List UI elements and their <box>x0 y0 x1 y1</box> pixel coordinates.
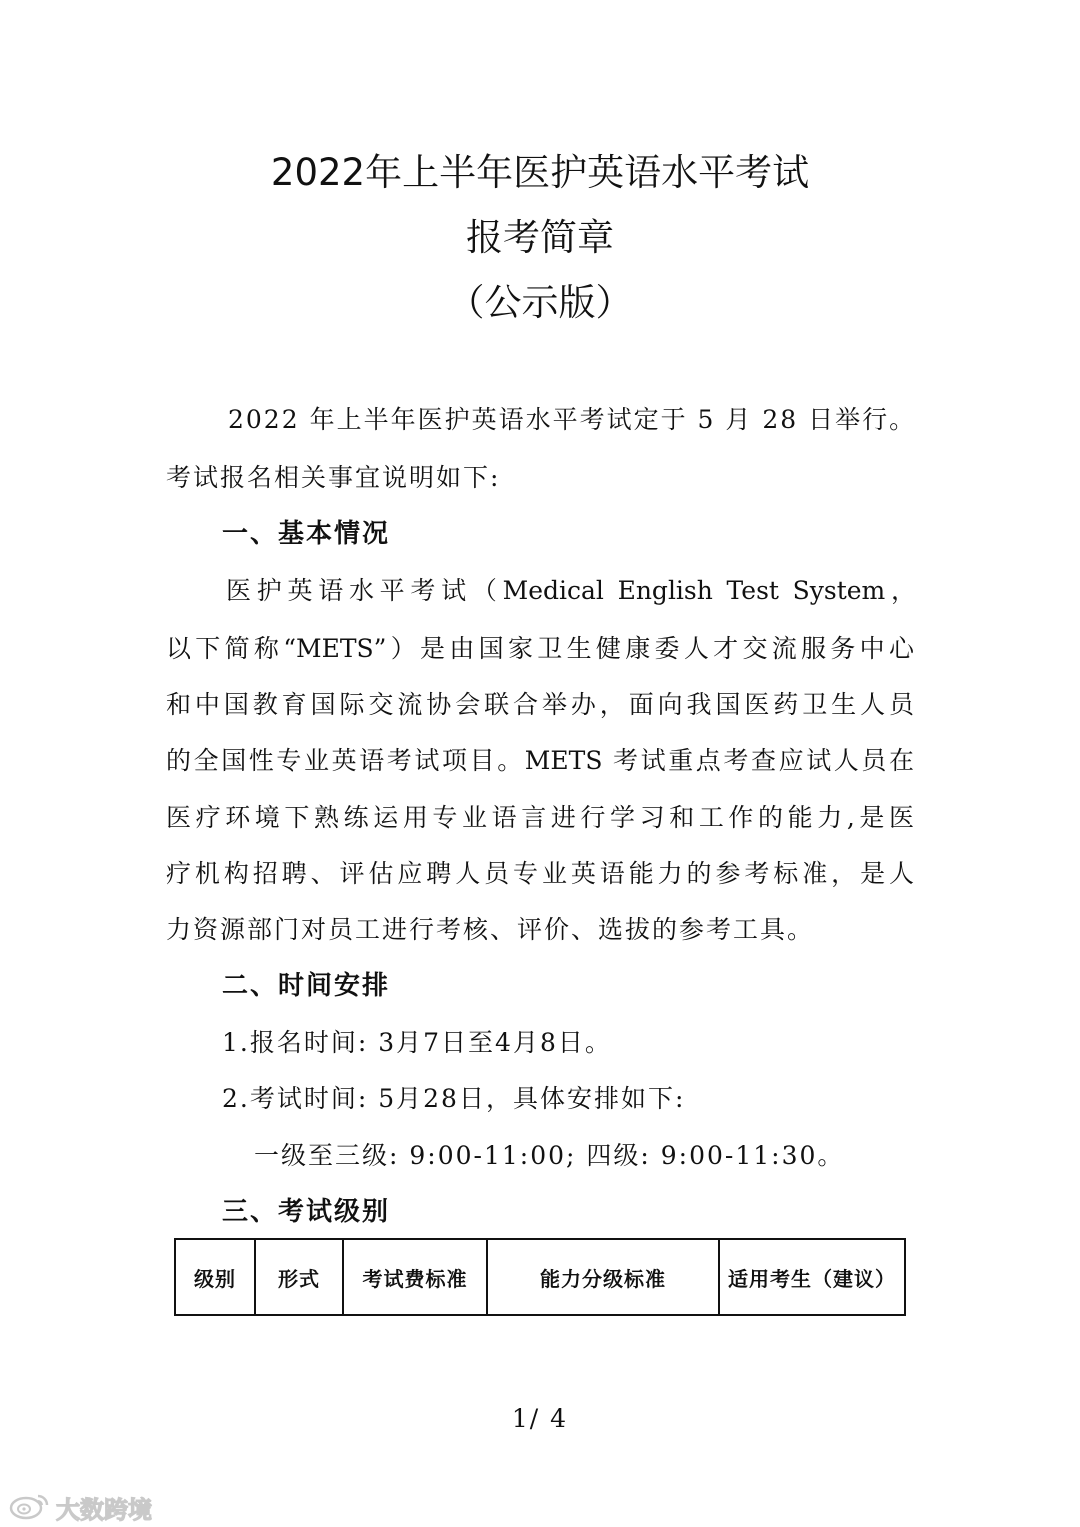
section-heading-basic-info: 一、基本情况 <box>222 519 391 549</box>
table-header-cell: 形式 <box>255 1239 343 1315</box>
table-header-cell: 能力分级标准 <box>487 1239 719 1315</box>
exam-schedule-detail: 一级至三级: 9:00-11:00; 四级: 9:00-11:30。 <box>254 1141 845 1170</box>
paragraph-line: 的全国性专业英语考试项目。METS 考试重点考查应试人员在 <box>166 746 914 775</box>
page-number: 1/ 4 <box>511 1404 569 1433</box>
document-title: 2022年上半年医护英语水平考试 <box>270 151 810 194</box>
table-header-cell: 级别 <box>175 1239 255 1315</box>
section-heading-schedule: 二、时间安排 <box>222 971 391 1001</box>
paragraph-line: 和中国教育国际交流协会联合举办，面向我国医药卫生人员 <box>166 690 914 719</box>
paragraph-line: 以下简称“METS”）是由国家卫生健康委人才交流服务中心 <box>166 634 914 663</box>
table-header-row <box>175 1239 905 1315</box>
watermark <box>8 1490 152 1525</box>
intro-line-2: 考试报名相关事宜说明如下: <box>166 463 501 492</box>
paragraph-line: 医疗环境下熟练运用专业语言进行学习和工作的能力,是医 <box>166 803 914 832</box>
table-header-cell: 适用考生（建议） <box>719 1239 905 1315</box>
paragraph-line: 力资源部门对员工进行考核、评价、选拔的参考工具。 <box>166 915 815 944</box>
registration-time: 1.报名时间: 3月7日至4月8日。 <box>222 1028 612 1057</box>
table-header-cell: 考试费标准 <box>343 1239 487 1315</box>
exam-time: 2.考试时间: 5月28日，具体安排如下: <box>222 1084 686 1113</box>
document-subtitle: 报考简章 <box>466 216 614 259</box>
paragraph-line: 医护英语水平考试（Medical English Test System， <box>226 576 916 605</box>
intro-line-1: 2022 年上半年医护英语水平考试定于 5 月 28 日举行。 <box>228 405 917 434</box>
document-version-label: （公示版） <box>447 281 633 324</box>
exam-levels-table <box>174 1238 906 1316</box>
watermark-text: 大数跨境 <box>56 1496 152 1524</box>
paragraph-line: 疗机构招聘、评估应聘人员专业英语能力的参考标准，是人 <box>166 859 914 888</box>
section-heading-exam-levels: 三、考试级别 <box>222 1197 391 1227</box>
weibo-logo-icon <box>8 1491 52 1525</box>
